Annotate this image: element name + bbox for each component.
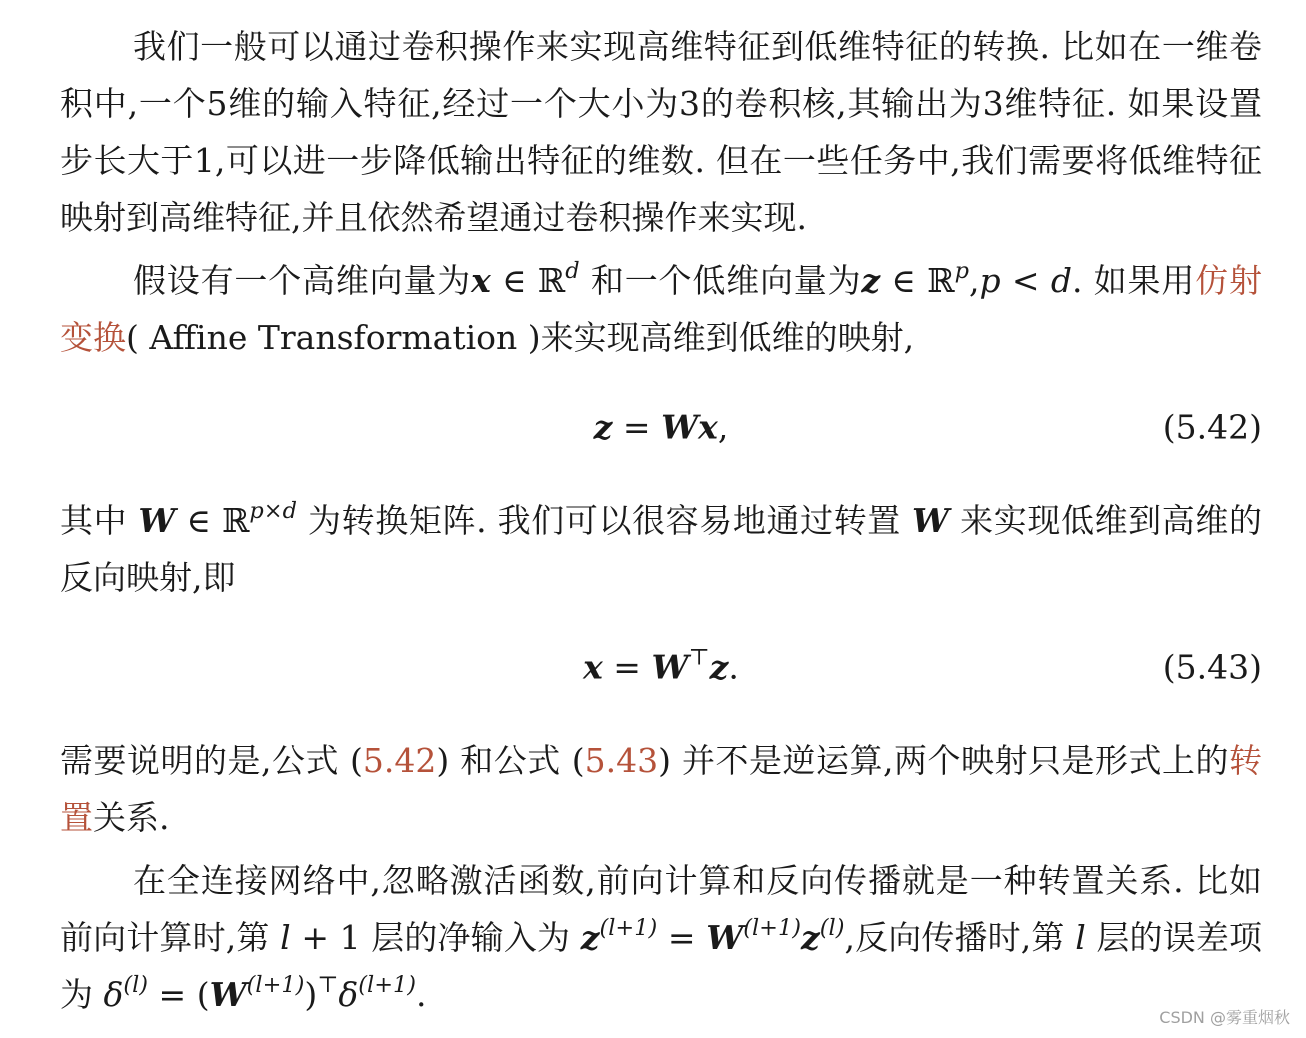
element-of-R-3: ∈ ℝ: [175, 501, 250, 540]
eq1-W: W: [661, 407, 699, 447]
less-than: <: [1000, 261, 1051, 300]
equation-number-5-43: (5.43): [1162, 647, 1262, 687]
sup-l-plus-1-d: (l+1): [358, 972, 417, 999]
eq2-W: W: [651, 647, 689, 687]
sup-l-plus-1-b: (l+1): [743, 915, 802, 942]
var-l-2: l: [1075, 918, 1086, 957]
var-W-layer: W: [706, 918, 744, 957]
eq2-tail: .: [728, 647, 739, 687]
equation-5-43-body: [60, 644, 1262, 687]
equation-5-42-body: [60, 408, 1262, 447]
p4-text-3: ) 并不是逆运算,两个映射只是形式上的: [658, 741, 1230, 780]
ref-eq-5-42[interactable]: 5.42: [362, 741, 437, 780]
eq1-x: x: [698, 407, 718, 447]
equation-number-5-42: (5.42): [1162, 407, 1262, 447]
p3-text-2: 为转换矩阵. 我们可以很容易地通过转置: [296, 501, 912, 540]
var-z-net: z: [580, 918, 600, 957]
p3-text-3: 来实现低维到高维的反向映射,即: [60, 501, 1262, 597]
sup-transpose: ⊤: [317, 972, 339, 999]
equation-5-43: [60, 632, 1262, 702]
var-p: p: [979, 261, 1001, 300]
p4-text-4: 关系.: [93, 798, 170, 837]
paragraph-1-text: 我们一般可以通过卷积操作来实现高维特征到低维特征的转换. 比如在一维卷积中,一个5维的输入特征,经过一个大小为3的卷积核,其输出为3维特征. 如果设置步长大于1,可以进一步降低输出特征的维数. 但在一些任务中,我们需要将低维特征映射到高维特征,并且依然希望通过卷积操作来实现.: [60, 27, 1262, 237]
p5-equals-2: = (: [148, 975, 210, 1014]
var-d: d: [1050, 261, 1072, 300]
p5-text-1: 在全连接网络中,忽略激活函数,前向计算和反向传播就是一种转置关系. 比如前向计算时,第: [60, 861, 1262, 957]
sup-l-delta: (l): [123, 972, 149, 999]
paragraph-5: [60, 852, 1262, 1023]
p5-text-2: + 1 层的净输入为: [290, 918, 581, 957]
p2-text-5: ( Affine Transformation )来实现高维到低维的映射,: [126, 318, 915, 357]
var-l: l: [280, 918, 291, 957]
sup-pxd: p×d: [249, 498, 297, 525]
eq1-lhs: z: [593, 407, 613, 447]
var-W: W: [138, 501, 176, 540]
csdn-watermark: CSDN @雾重烟秋: [1159, 1008, 1290, 1027]
var-z: z: [861, 261, 881, 300]
link-transpose[interactable]: 转置: [60, 741, 1263, 837]
paragraph-1: [60, 18, 1262, 246]
eq2-z: z: [709, 647, 729, 687]
p2-text-4: . 如果用: [1071, 261, 1196, 300]
p4-text-2: ) 和公式 (: [436, 741, 585, 780]
p2-text-1: 假设有一个高维向量为: [133, 261, 472, 300]
ref-eq-5-43[interactable]: 5.43: [584, 741, 659, 780]
p5-close-paren: ): [304, 975, 318, 1014]
p3-text-1: 其中: [60, 501, 139, 540]
eq2-transpose: ⊤: [688, 644, 710, 671]
element-of-R: ∈ ℝ: [490, 261, 566, 300]
equation-5-42: [60, 392, 1262, 462]
var-delta-2: δ: [338, 975, 359, 1014]
var-W-layer-2: W: [209, 975, 247, 1014]
var-x: x: [471, 261, 491, 300]
element-of-R-2: ∈ ℝ: [880, 261, 955, 300]
sup-p: p: [954, 258, 969, 285]
sup-l-plus-1-c: (l+1): [246, 972, 305, 999]
p2-text-2: 和一个低维向量为: [579, 261, 862, 300]
paragraph-2: [60, 252, 1262, 366]
p4-text-1: 需要说明的是,公式 (: [60, 741, 363, 780]
link-affine-transformation[interactable]: 仿射变换: [60, 261, 1262, 357]
p5-text-4: 层的误差项为: [60, 918, 1262, 1014]
eq1-tail: ,: [717, 407, 729, 447]
p5-equals: =: [657, 918, 707, 957]
eq1-op: =: [612, 407, 662, 447]
paragraph-4: [60, 732, 1262, 846]
paragraph-3: [60, 492, 1262, 606]
sup-l-plus-1-a: (l+1): [599, 915, 658, 942]
p5-end: .: [416, 975, 427, 1014]
sup-l: (l): [819, 915, 845, 942]
document-body: [60, 18, 1262, 1023]
var-delta: δ: [103, 975, 124, 1014]
var-z-layer: z: [801, 918, 820, 957]
p5-text-3: ,反向传播时,第: [844, 918, 1076, 957]
sup-d: d: [565, 258, 580, 285]
eq2-lhs: x: [583, 647, 603, 687]
p2-comma: ,: [968, 261, 980, 300]
eq2-op: =: [602, 647, 652, 687]
var-W-2: W: [912, 501, 950, 540]
